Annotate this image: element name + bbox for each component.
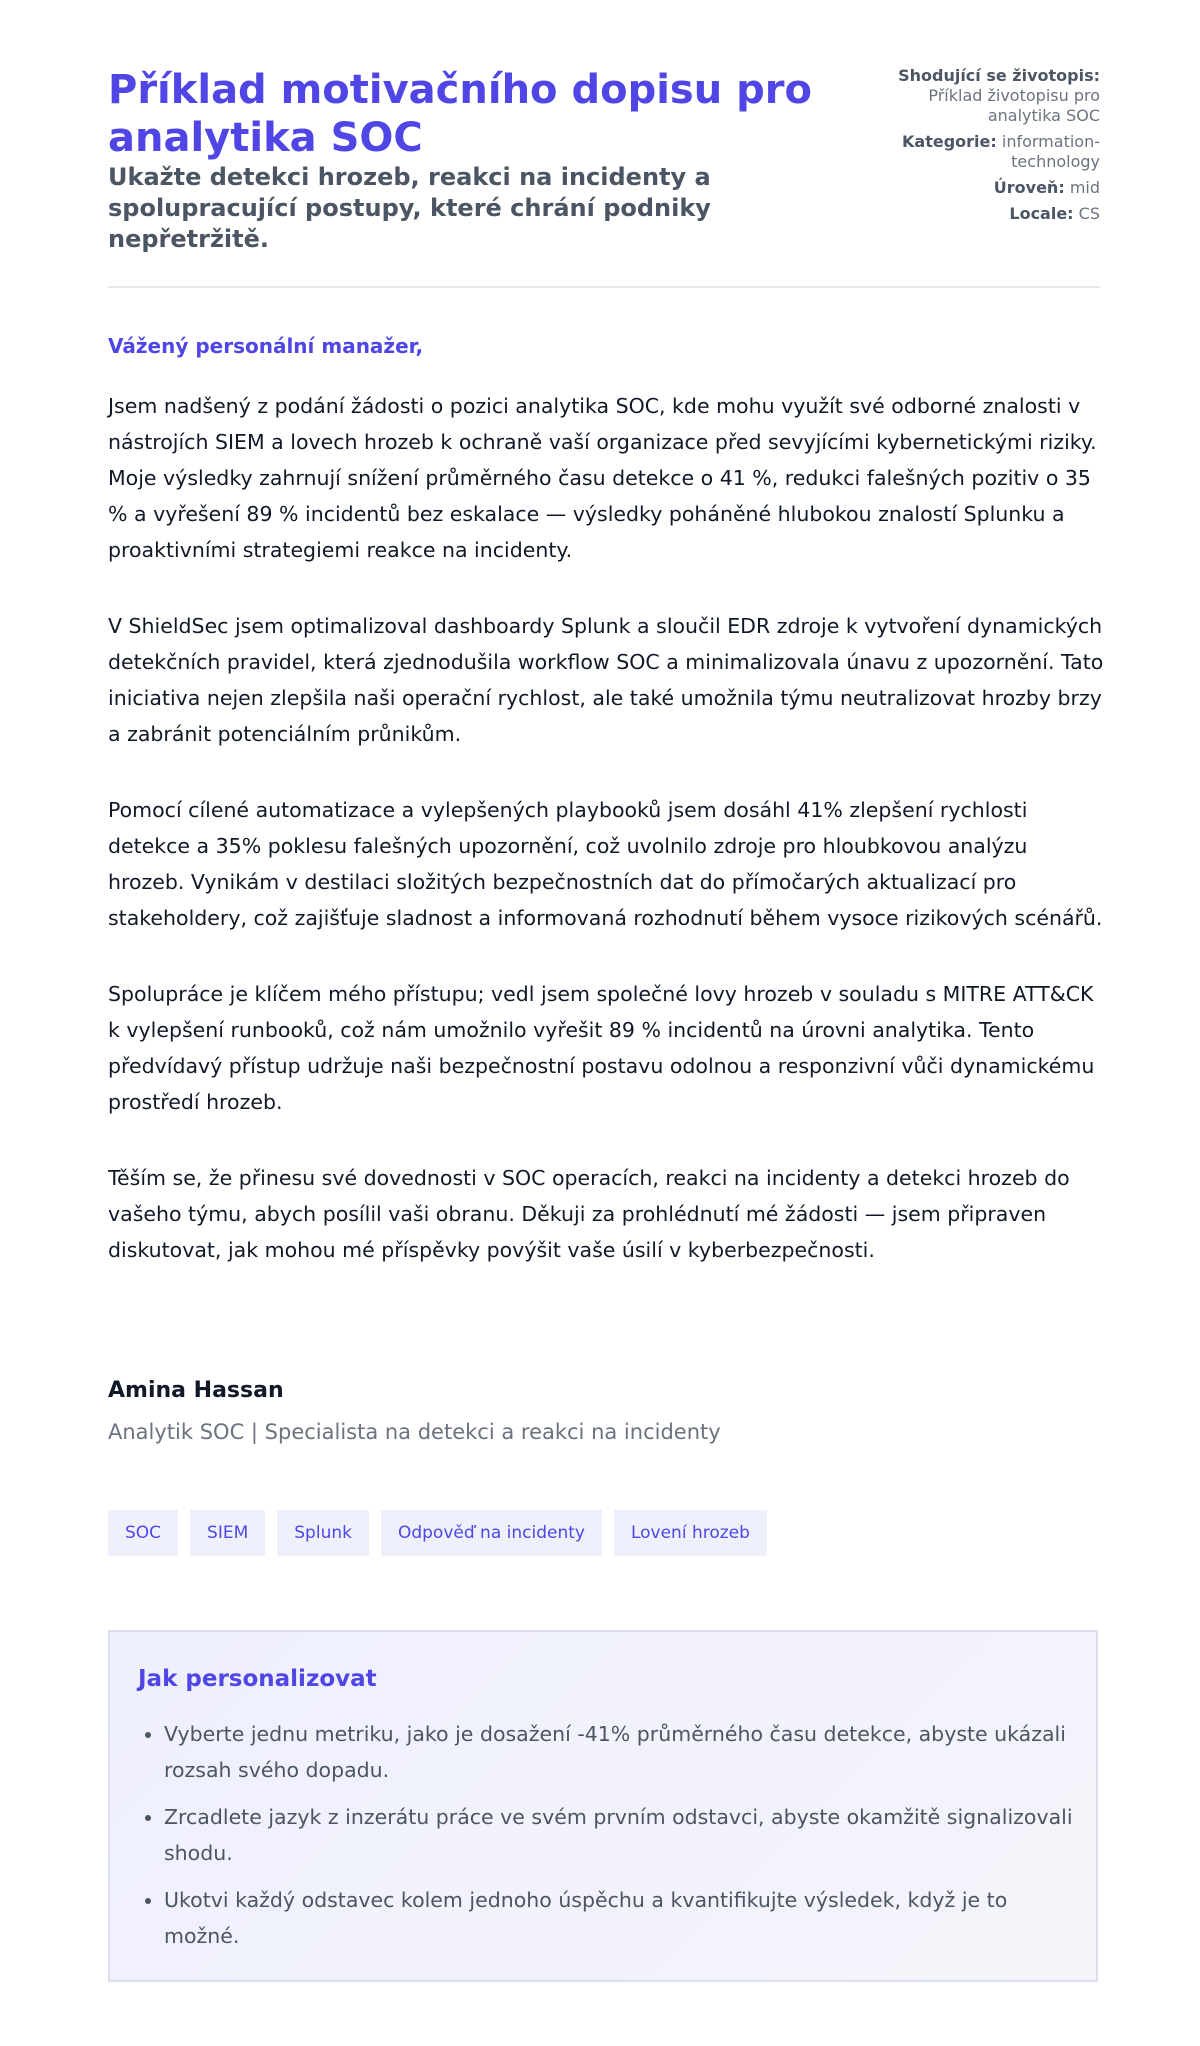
tips-list <box>138 1716 1084 1965</box>
personalize-tips-box <box>108 1630 1098 1982</box>
letter-paragraph: Jsem nadšený z podání žádosti o pozici analytika SOC, kde mohu využít své odborné znalosti v nástrojích SIEM a lovech hrozeb k ochraně vaší organizace před sevyjícími kybernetickými riziky. Moje výsledky zahrnují snížení průměrného času detekce o 41 %, redukci falešných pozitiv o 35 % a vyřešení 89 % incidentů bez eskalace — výsledky poháněné hlubokou znalostí Splunku a proaktivními strategiemi reakce na incidenty. <box>108 394 1097 562</box>
tip-item: • Vyberte jednu metriku, jako je dosažení -41% průměrného času detekce, abyste ukázali rozsah svého dopadu. <box>164 1716 1084 1788</box>
letter-body <box>108 388 1108 1308</box>
meta-panel <box>860 66 1100 230</box>
meta-resume-link[interactable]: Příklad životopisu pro analytika SOC <box>928 86 1100 125</box>
skill-tag[interactable]: SIEM <box>190 1510 265 1556</box>
letter-paragraph: V ShieldSec jsem optimalizoval dashboardy Splunk a sloučil EDR zdroje k vytvoření dynamických detekčních pravidel, která zjednodušila workflow SOC a minimalizovala únavu z upozornění. Tato iniciativa nejen zlepšila naši operační rychlost, ale také umožnila týmu neutralizovat hrozby brzy a zabránit potenciálním průnikům. <box>108 614 1104 746</box>
tip-item: • Ukotvi každý odstavec kolem jednoho úspěchu a kvantifikujte výsledek, když je to možné. <box>164 1882 1084 1954</box>
meta-category-value: information-technology <box>1001 132 1100 171</box>
meta-locale-label: Locale: <box>1009 204 1074 223</box>
meta-level-value: mid <box>1069 178 1100 197</box>
page-title: Příklad motivačního dopisu pro analytika SOC <box>108 67 812 161</box>
meta-level <box>860 178 1100 198</box>
skill-tag[interactable]: Lovení hrozeb <box>614 1510 767 1556</box>
page-header <box>108 66 1100 288</box>
signature-role: Analytik SOC | Specialista na detekci a reakci na incidenty <box>108 1420 721 1444</box>
signature-name: Amina Hassan <box>108 1378 284 1403</box>
meta-resume-label: Shodující se životopis: <box>898 66 1100 85</box>
skill-tag[interactable]: Splunk <box>277 1510 369 1556</box>
letter-paragraph: Spolupráce je klíčem mého přístupu; vedl jsem společné lovy hrozeb v souladu s MITRE ATT&CK k vylepšení runbooků, což nám umožnilo vyřešit 89 % incidentů na úrovni analytika. Tento předvídavý přístup udržuje naši bezpečnostní postavu odolnou a responzivní vůči dynamickému prostředí hrozeb. <box>108 982 1095 1114</box>
letter-paragraph: Těším se, že přinesu své dovednosti v SOC operacích, reakci na incidenty a detekci hrozeb do vašeho týmu, abych posílil vaši obranu. Děkuji za prohlédnutí mé žádosti — jsem připraven diskutovat, jak mohou mé příspěvky povýšit vaše úsilí v kyberbezpečnosti. <box>108 1166 1070 1262</box>
skill-tag[interactable]: SOC <box>108 1510 178 1556</box>
salutation: Vážený personální manažer, <box>108 334 424 358</box>
skill-tag[interactable]: Odpověď na incidenty <box>381 1510 602 1556</box>
meta-category-label: Kategorie: <box>902 132 997 151</box>
page-subtitle: Ukažte detekci hrozeb, reakci na incidenty a spolupracující postupy, které chrání podniky nepřetržitě. <box>108 163 711 253</box>
letter-paragraph: Pomocí cílené automatizace a vylepšených playbooků jsem dosáhl 41% zlepšení rychlosti detekce a 35% poklesu falešných upozornění, což uvolnilo zdroje pro hloubkovou analýzu hrozeb. Vynikám v destilaci složitých bezpečnostních dat do přímočarých aktualizací pro stakeholdery, což zajišťuje sladnost a informovaná rozhodnutí během vysoce rizikových scénářů. <box>108 798 1103 930</box>
tips-title: Jak personalizovat <box>138 1666 377 1692</box>
meta-resume <box>860 66 1100 126</box>
meta-category <box>860 132 1100 172</box>
skill-tags <box>108 1510 767 1556</box>
meta-locale-value: CS <box>1078 204 1100 223</box>
meta-level-label: Úroveň: <box>993 178 1065 197</box>
tip-item: • Zrcadlete jazyk z inzerátu práce ve svém prvním odstavci, abyste okamžitě signalizovali shodu. <box>164 1799 1084 1871</box>
meta-locale <box>860 204 1100 224</box>
